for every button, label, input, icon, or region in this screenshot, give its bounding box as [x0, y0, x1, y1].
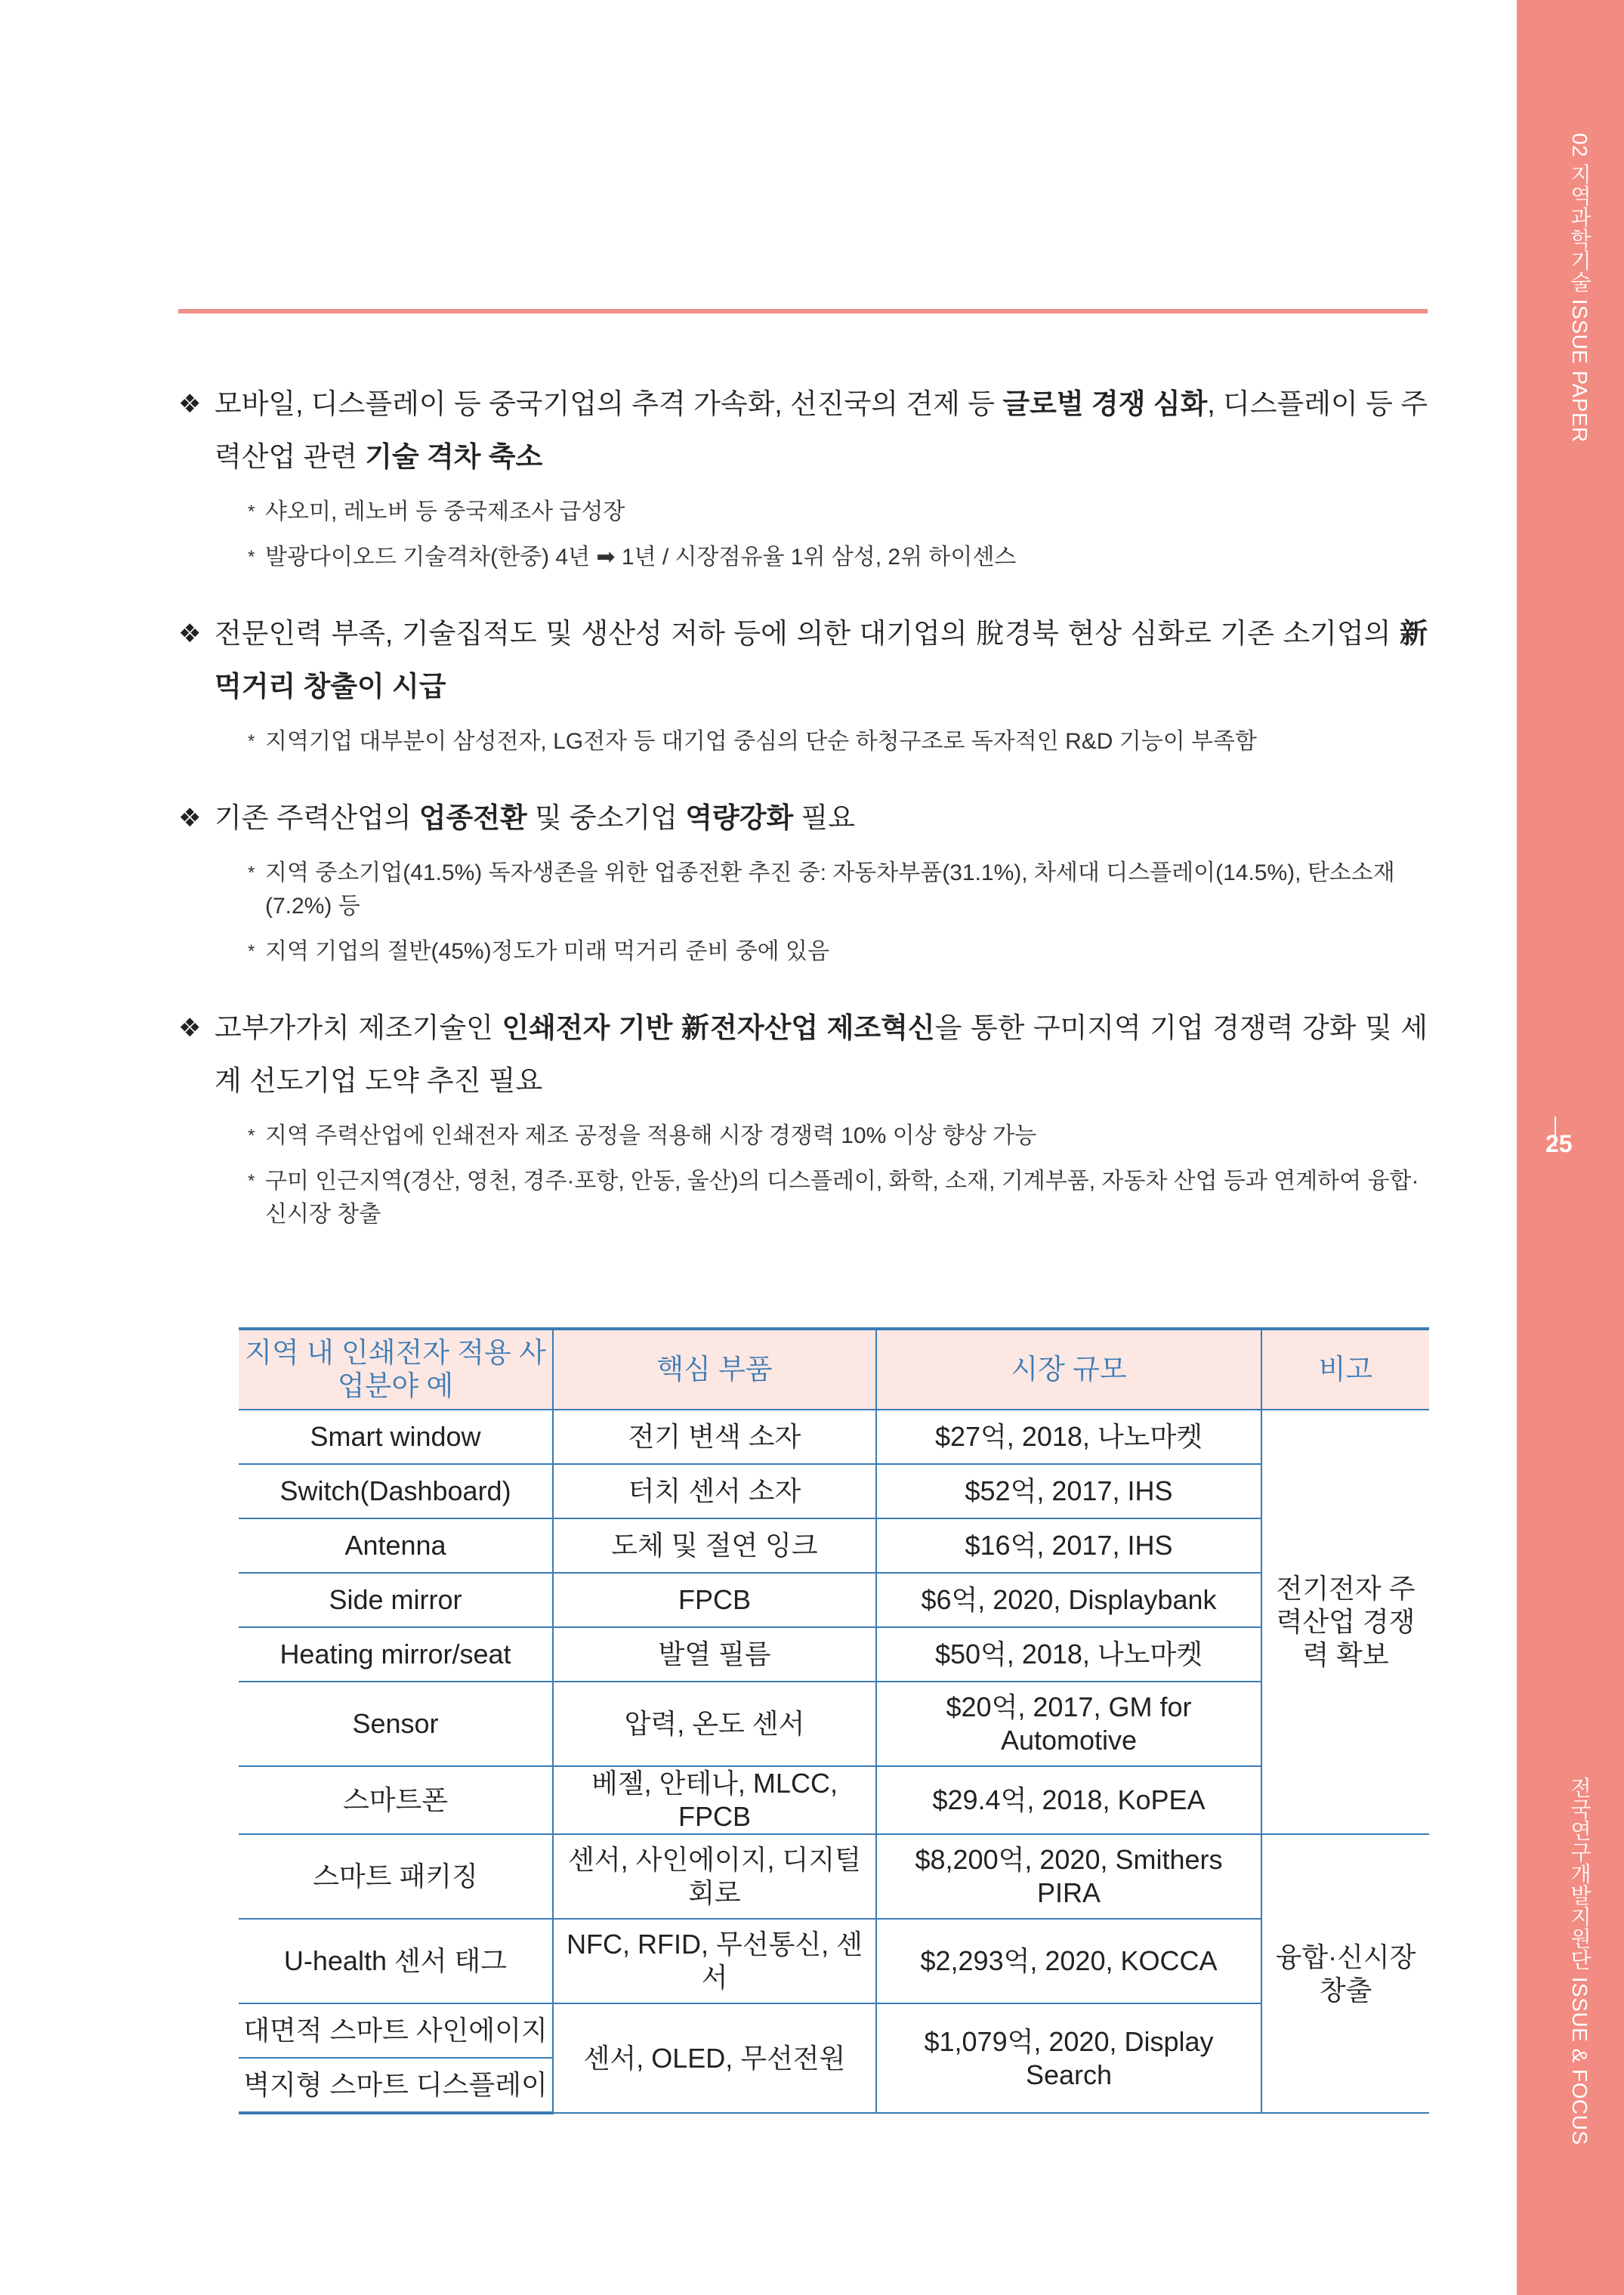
star-bullet-icon: * [248, 863, 255, 883]
page-number: 25 [1545, 1130, 1573, 1157]
table-cell: 발열 필름 [553, 1627, 876, 1682]
star-bullet-icon: * [248, 547, 255, 567]
table-cell: $16억, 2017, IHS [876, 1518, 1261, 1573]
sub-item: * 지역 중소기업(41.5%) 독자생존을 위한 업종전환 추진 중: 자동차부품(31.1%), 차세대 디스플레이(14.5%), 탄소소재(7.2%) 등 [178, 857, 1428, 923]
table-header: 핵심 부품 [553, 1329, 876, 1410]
table-cell: $2,293억, 2020, KOCCA [876, 1919, 1261, 2003]
star-bullet-icon: * [248, 941, 255, 962]
table-cell: 터치 센서 소자 [553, 1464, 876, 1518]
table-cell: FPCB [553, 1573, 876, 1627]
section-2 [178, 607, 1428, 758]
table-cell: 전기 변색 소자 [553, 1410, 876, 1464]
main-item: ❖ 기존 주력산업의 업종전환 및 중소기업 역량강화 필요 [178, 792, 1428, 845]
sub-item: * 샤오미, 레노버 등 중국제조사 급성장 [178, 496, 1428, 529]
table-row [239, 1410, 1429, 1464]
table-cell: 스마트폰 [239, 1766, 553, 1834]
table-row [239, 1834, 1429, 1919]
sidebar-top-text: 02 지역과학기술 ISSUE PAPER [1568, 133, 1592, 443]
table-cell: U-health 센서 태그 [239, 1919, 553, 2003]
table-cell: 베젤, 안테나, MLCC, FPCB [553, 1766, 876, 1834]
table-cell: $1,079억, 2020, Display Search [876, 2003, 1261, 2113]
table-cell: $50억, 2018, 나노마켓 [876, 1627, 1261, 1682]
star-bullet-icon: * [248, 731, 255, 752]
top-rule [178, 309, 1428, 314]
main-item: ❖ 고부가가치 제조기술인 인쇄전자 기반 新전자산업 제조혁신을 통한 구미지역 기업 경쟁력 강화 및 세계 선도기업 도약 추진 필요 [178, 1002, 1428, 1107]
table-cell: 압력, 온도 센서 [553, 1682, 876, 1766]
star-bullet-icon: * [248, 1126, 255, 1146]
section-3 [178, 792, 1428, 968]
table-row [239, 1573, 1429, 1627]
table-header: 시장 규모 [876, 1329, 1261, 1410]
table-row [239, 1464, 1429, 1518]
table-header: 지역 내 인쇄전자 적용 사업분야 예 [239, 1329, 553, 1410]
section-4 [178, 1002, 1428, 1231]
table-cell: 센서, OLED, 무선전원 [553, 2003, 876, 2113]
table-row [239, 2003, 1429, 2058]
table-row [239, 1518, 1429, 1573]
sub-item: * 지역 주력산업에 인쇄전자 제조 공정을 적용해 시장 경쟁력 10% 이상 향상 가능 [178, 1120, 1428, 1153]
sub-item: * 지역 기업의 절반(45%)정도가 미래 먹거리 준비 중에 있음 [178, 935, 1428, 968]
table-cell: NFC, RFID, 무선통신, 센서 [553, 1919, 876, 2003]
table-header: 비고 [1261, 1329, 1429, 1410]
table-cell: $29.4억, 2018, KoPEA [876, 1766, 1261, 1834]
table-cell: 도체 및 절연 잉크 [553, 1518, 876, 1573]
table-cell: 벽지형 스마트 디스플레이 [239, 2058, 553, 2113]
section-1 [178, 378, 1428, 574]
table-note-cell: 전기전자 주력산업 경쟁력 확보 [1261, 1410, 1429, 1834]
diamond-bullet-icon: ❖ [178, 619, 202, 648]
sub-item: * 발광다이오드 기술격차(한중) 4년 ➡ 1년 / 시장점유율 1위 삼성, 2위 하이센스 [178, 541, 1428, 574]
table-cell: $27억, 2018, 나노마켓 [876, 1410, 1261, 1464]
content [178, 378, 1428, 1265]
table-cell: Sensor [239, 1682, 553, 1766]
market-table [239, 1327, 1429, 2114]
star-bullet-icon: * [248, 502, 255, 522]
table-cell: 스마트 패키징 [239, 1834, 553, 1919]
table-cell: $52억, 2017, IHS [876, 1464, 1261, 1518]
sub-item: * 구미 인근지역(경산, 영천, 경주·포항, 안동, 울산)의 디스플레이, 화학, 소재, 기계부품, 자동차 산업 등과 연계하여 융합·신시장 창출 [178, 1165, 1428, 1231]
table-cell: Antenna [239, 1518, 553, 1573]
table-cell: 대면적 스마트 사인에이지 [239, 2003, 553, 2058]
table-cell: Heating mirror/seat [239, 1627, 553, 1682]
sidebar-bottom-text: 전국연구개발지원단 ISSUE & FOCUS [1568, 1777, 1592, 2145]
diamond-bullet-icon: ❖ [178, 804, 202, 832]
table-row [239, 1682, 1429, 1766]
table-cell: $8,200억, 2020, Smithers PIRA [876, 1834, 1261, 1919]
table-cell: Smart window [239, 1410, 553, 1464]
table-cell: $20억, 2017, GM for Automotive [876, 1682, 1261, 1766]
table-cell: Side mirror [239, 1573, 553, 1627]
table-cell: Switch(Dashboard) [239, 1464, 553, 1518]
table-row [239, 1627, 1429, 1682]
table-cell: 센서, 사인에이지, 디지털 회로 [553, 1834, 876, 1919]
table-note-cell: 융합·신시장 창출 [1261, 1834, 1429, 2113]
table-row [239, 1919, 1429, 2003]
sub-item: * 지역기업 대부분이 삼성전자, LG전자 등 대기업 중심의 단순 하청구조로 독자적인 R&D 기능이 부족함 [178, 725, 1428, 758]
star-bullet-icon: * [248, 1171, 255, 1191]
main-item: ❖ 모바일, 디스플레이 등 중국기업의 추격 가속화, 선진국의 견제 등 글로벌 경쟁 심화, 디스플레이 등 주력산업 관련 기술 격차 축소 [178, 378, 1428, 483]
main-item: ❖ 전문인력 부족, 기술집적도 및 생산성 저하 등에 의한 대기업의 脫경북 현상 심화로 기존 소기업의 新먹거리 창출이 시급 [178, 607, 1428, 713]
diamond-bullet-icon: ❖ [178, 390, 202, 419]
diamond-bullet-icon: ❖ [178, 1014, 202, 1042]
table-cell: $6억, 2020, Displaybank [876, 1573, 1261, 1627]
table-header-row [239, 1329, 1429, 1410]
table-row [239, 1766, 1429, 1834]
